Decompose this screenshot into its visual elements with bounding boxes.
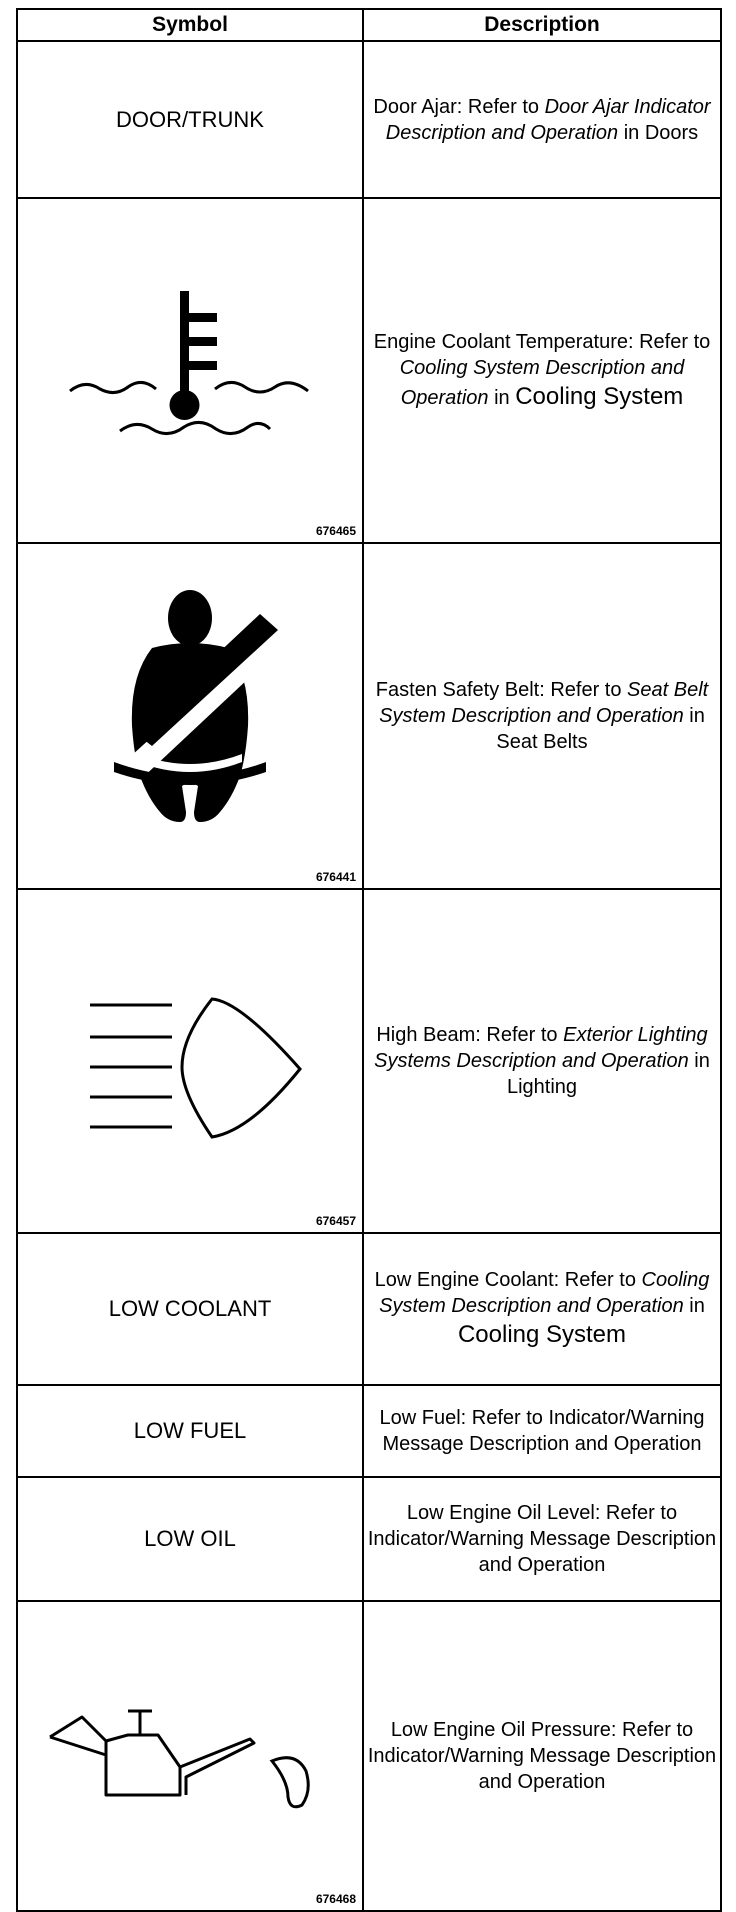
description-cell (363, 41, 721, 198)
description-cell (363, 1601, 721, 1911)
symbol-text: LOW OIL (144, 1526, 236, 1551)
symbol-cell (17, 1385, 363, 1477)
description-location: in Doors (618, 121, 699, 144)
description-reference: Exterior Lighting Systems Description and Operation (374, 1024, 708, 1072)
description-cell (363, 889, 721, 1233)
description-cell (363, 1385, 721, 1477)
header-row (17, 9, 721, 41)
description-location: Cooling System (515, 382, 684, 410)
description-cell (363, 1233, 721, 1385)
symbol-cell (17, 1233, 363, 1385)
symbol-text: LOW FUEL (133, 1418, 247, 1443)
description-text: Engine Coolant Temperature: Refer to (373, 330, 711, 353)
symbol-cell (17, 198, 363, 543)
symbol-cell (17, 1477, 363, 1601)
symbol-header: Symbol (17, 9, 363, 41)
oil-can-icon (40, 1681, 340, 1831)
description-reference: Seat Belt System Description and Operation (379, 679, 709, 727)
symbol-cell (17, 543, 363, 889)
description-text: Low Fuel: Refer to Indicator/Warning Message Description and Operation (379, 1407, 705, 1455)
description-text: Fasten Safety Belt: Refer to (375, 679, 628, 701)
description-cell (363, 198, 721, 543)
symbol-cell (17, 1601, 363, 1911)
table-row (17, 1477, 721, 1601)
description-text: Low Engine Oil Level: Refer to Indicator/Warning Message Description and Operation (367, 1502, 717, 1576)
description-text: Door Ajar: Refer to (373, 95, 545, 118)
symbol-cell (17, 41, 363, 198)
description-location: Cooling System (457, 1321, 627, 1349)
description-text: Low Engine Oil Pressure: Refer to Indicator/Warning Message Description and Operation (367, 1719, 717, 1793)
description-reference: Cooling System Description and Operation (399, 356, 685, 409)
figure-number: 676441 (315, 870, 356, 884)
symbol-text: DOOR/TRUNK (116, 106, 264, 132)
description-location: in Seat Belts (496, 705, 705, 753)
table-row (17, 1601, 721, 1911)
table-row (17, 198, 721, 543)
engine-coolant-temperature-icon (60, 271, 320, 471)
description-location: in Lighting (506, 1050, 710, 1098)
description-location: in (488, 386, 516, 409)
description-text: Low Engine Coolant: Refer to (374, 1269, 642, 1292)
table-row (17, 41, 721, 198)
description-reference: Cooling System Description and Operation (379, 1269, 710, 1318)
symbol-cell (17, 889, 363, 1233)
figure-number: 676457 (315, 1214, 356, 1228)
figure-number: 676465 (315, 524, 356, 538)
high-beam-icon (70, 981, 310, 1141)
table-row (17, 1233, 721, 1385)
table-row (17, 543, 721, 889)
figure-number: 676468 (315, 1892, 356, 1906)
description-cell (363, 543, 721, 889)
description-reference: Door Ajar Indicator Description and Operation (385, 95, 711, 144)
symbol-text: LOW COOLANT (108, 1296, 272, 1321)
description-location: in (683, 1295, 705, 1318)
table-row (17, 889, 721, 1233)
description-header: Description (363, 9, 721, 41)
symbol-table (16, 8, 722, 1912)
description-text: High Beam: Refer to (376, 1024, 564, 1046)
table-row (17, 1385, 721, 1477)
seat-belt-icon (90, 586, 290, 846)
description-cell (363, 1477, 721, 1601)
